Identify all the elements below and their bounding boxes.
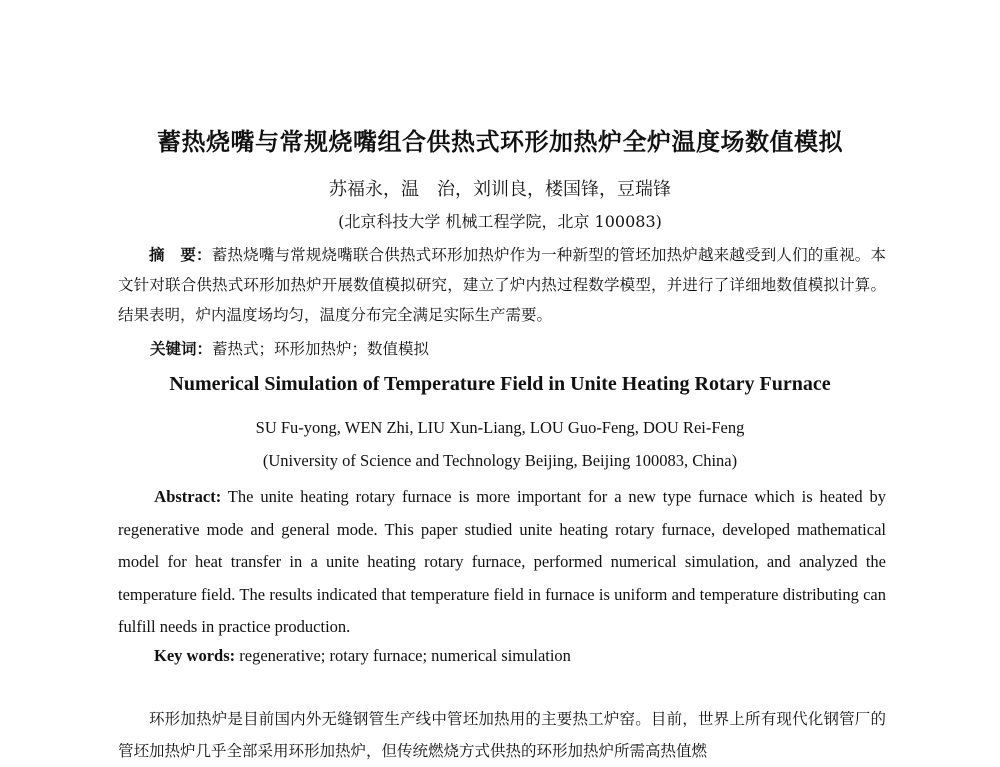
chinese-abstract-label: 摘 要： bbox=[149, 246, 212, 264]
english-authors: SU Fu-yong, WEN Zhi, LIU Xun-Liang, LOU Guo-Feng, DOU Rei-Feng bbox=[255, 418, 745, 437]
chinese-keywords-text: 蓄热式；环形加热炉；数值模拟 bbox=[212, 340, 430, 358]
english-keywords-text: regenerative; rotary furnace; numerical simulation bbox=[239, 646, 571, 665]
english-keywords bbox=[154, 646, 571, 666]
chinese-keywords-label: 关键词： bbox=[150, 340, 213, 358]
body-paragraph: 环形加热炉是目前国内外无缝钢管生产线中管坯加热用的主要热工炉窑。目前，世界上所有现代化钢管厂的管坯加热炉几乎全部采用环形加热炉，但传统燃烧方式供热的环形加热炉所需高热值燃 bbox=[118, 710, 886, 760]
english-keywords-label: Key words: bbox=[154, 646, 236, 665]
chinese-title: 蓄热烧嘴与常规烧嘴组合供热式环形加热炉全炉温度场数值模拟 bbox=[157, 128, 843, 156]
english-abstract-label: Abstract: bbox=[154, 487, 222, 506]
english-abstract bbox=[118, 481, 886, 644]
english-abstract-text: The unite heating rotary furnace is more important for a new type furnace which is heated by regenerative mode and general mode. This paper studied unite heating rotary furnace, developed mathematical model for heat transfer in a unite heating rotary furnace, performed numerical simulation, and analyzed the temperature field. The results indicated that temperature field in furnace is uniform and temperature distributing can fulfill needs in practice production. bbox=[118, 487, 886, 637]
chinese-abstract bbox=[118, 240, 886, 330]
chinese-keywords bbox=[150, 337, 429, 359]
chinese-authors: 苏福永，温 治，刘训良，楼国锋，豆瑞锋 bbox=[329, 179, 671, 200]
english-title: Numerical Simulation of Temperature Field in Unite Heating Rotary Furnace bbox=[169, 373, 831, 395]
english-affiliation: (University of Science and Technology Beijing, Beijing 100083, China) bbox=[262, 451, 738, 470]
chinese-abstract-text: 蓄热烧嘴与常规烧嘴联合供热式环形加热炉作为一种新型的管坯加热炉越来越受到人们的重视。本文针对联合供热式环形加热炉开展数值模拟研究，建立了炉内热过程数学模型，并进行了详细地数值模拟计算。结果表明，炉内温度场均匀，温度分布完全满足实际生产需要。 bbox=[118, 246, 886, 324]
chinese-affiliation: (北京科技大学 机械工程学院，北京 100083) bbox=[338, 212, 662, 231]
